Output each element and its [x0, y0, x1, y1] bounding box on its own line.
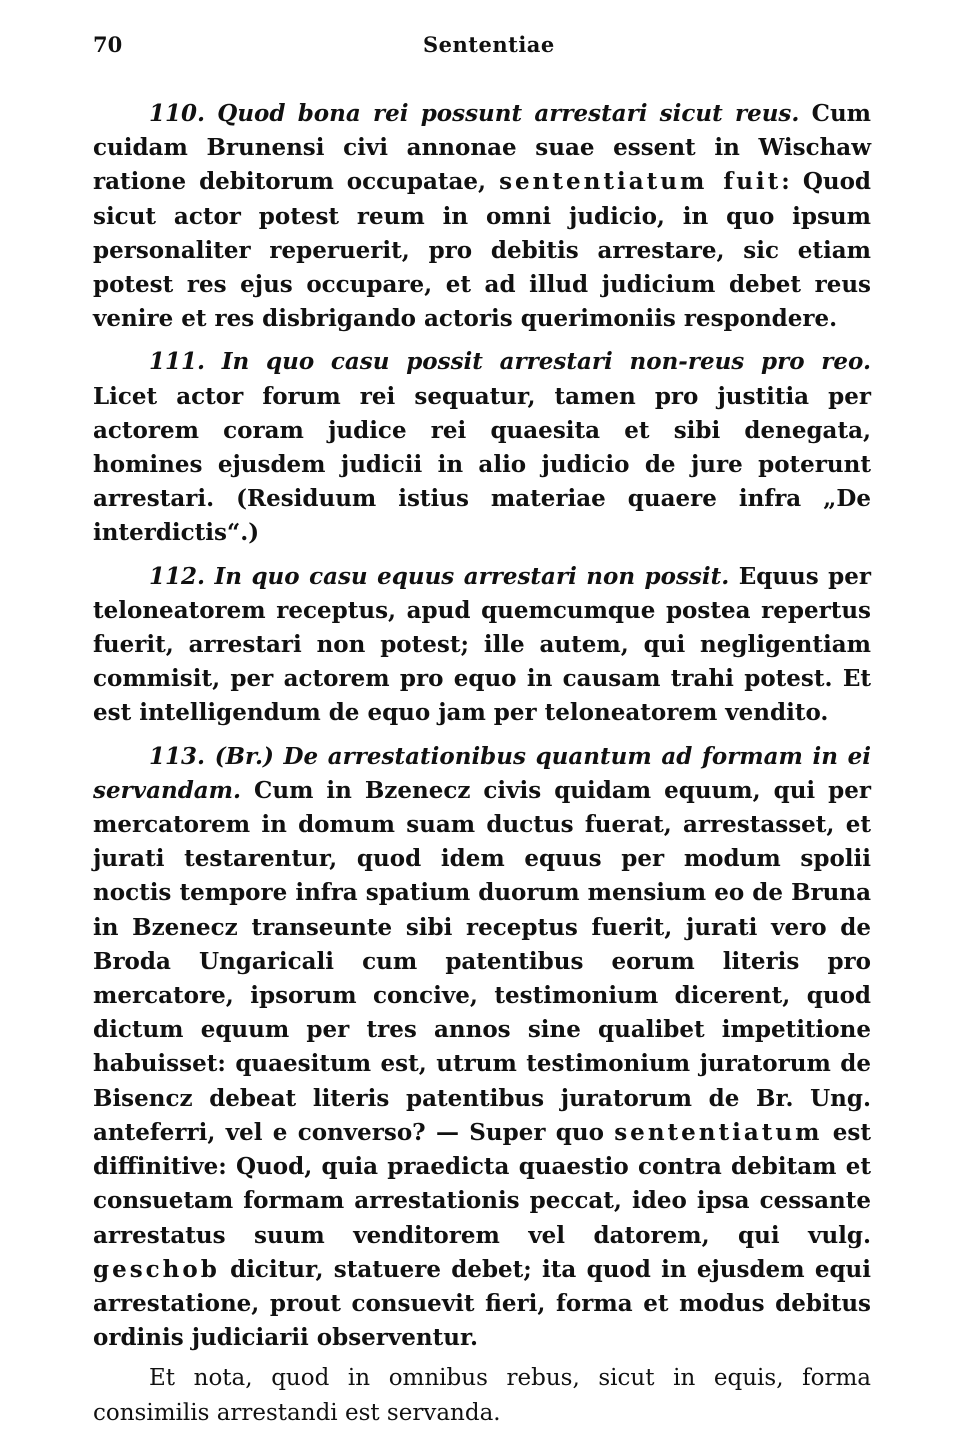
section-text: est diffinitive: Quod, quia praedicta quaestio contra debitam et consuetam formam arrestationis peccat, ideo ipsa cessante arrestatus suum venditorem vel datorem, qui vulg.	[93, 1118, 871, 1249]
page-number: 70	[93, 32, 123, 57]
section-111	[93, 345, 871, 550]
spaced-term: geschob	[93, 1255, 220, 1283]
section-number: 113.	[149, 742, 206, 770]
section-113	[93, 740, 871, 1356]
section-text: Equus per teloneatorem receptus, apud quemcumque postea repertus fuerit, arrestari non potest; ille autem, qui negligentiam commisit, per actorem pro equo in causam trahi potest. Et est intelligendum de equo jam per teloneatorem vendito.	[93, 562, 872, 727]
page-header	[93, 32, 871, 62]
section-text: Licet actor forum rei sequatur, tamen pro justitia per actorem coram judice rei quaesita et sibi denegata, homines ejusdem judicii in alio judicio de jure poterunt arrestari. (Residuum istius materiae quaere infra „De interdictis“.)	[93, 382, 871, 547]
section-rubric: In quo casu equus arrestari non possit.	[214, 562, 730, 590]
section-text: : Quod sicut actor potest reum in omni judicio, in quo ipsum personaliter reperuerit, pro debitis arrestare, sic etiam potest res ejus occupare, et ad illud judicium debet reus venire et res disbrigando actoris querimoniis respondere.	[93, 168, 871, 333]
section-rubric: Quod bona rei possunt arrestari sicut reus.	[217, 100, 800, 127]
spaced-term: sententiatum	[614, 1118, 823, 1146]
spaced-term: sententiatum fuit	[499, 168, 782, 196]
text-body	[93, 97, 871, 1430]
closing-note: Et nota, quod in omnibus rebus, sicut in equis, forma consimilis arrestandi est servanda.	[93, 1365, 871, 1426]
section-number: 110.	[149, 100, 206, 127]
section-text: Cum cuidam Brunensi civi annonae suae essent in Wischaw ratione debitorum occupatae,	[93, 100, 872, 196]
section-number: 111.	[149, 348, 206, 376]
section-text: dicitur, statuere debet; ita quod in ejusdem equi arrestatione, prout consuevit fieri, forma et modus debitus ordinis judiciarii observentur.	[93, 1255, 871, 1352]
section-112	[93, 560, 871, 731]
section-rubric: In quo casu possit arrestari non-reus pro reo.	[221, 348, 871, 376]
running-title: Sententiae	[423, 32, 555, 57]
section-110	[93, 97, 871, 336]
section-text: Cum in Bzenecz civis quidam equum, qui per mercatorem in domum suam ductus fuerat, arrestasset, et jurati testarentur, quod idem equus per modum spolii noctis tempore infra spatium duorum mensium eo de Bruna in Bzenecz transeunte sibi receptus fuerit, jurati vero de Broda Ungaricali cum patentibus eorum literis pro mercatore, ipsorum concive, testimonium dicerent, quod dictum equum per tres annos sine qualibet impetitione habuisset: quaesitum est, utrum testimonium juratorum de Bisencz debeat literis patentibus juratorum de Br. Ung. anteferri, vel e converso? — Super quo	[93, 776, 871, 1146]
section-rubric: (Br.) De arrestationibus quantum ad formam in ei servandam.	[93, 742, 871, 804]
section-number: 112.	[149, 562, 206, 590]
